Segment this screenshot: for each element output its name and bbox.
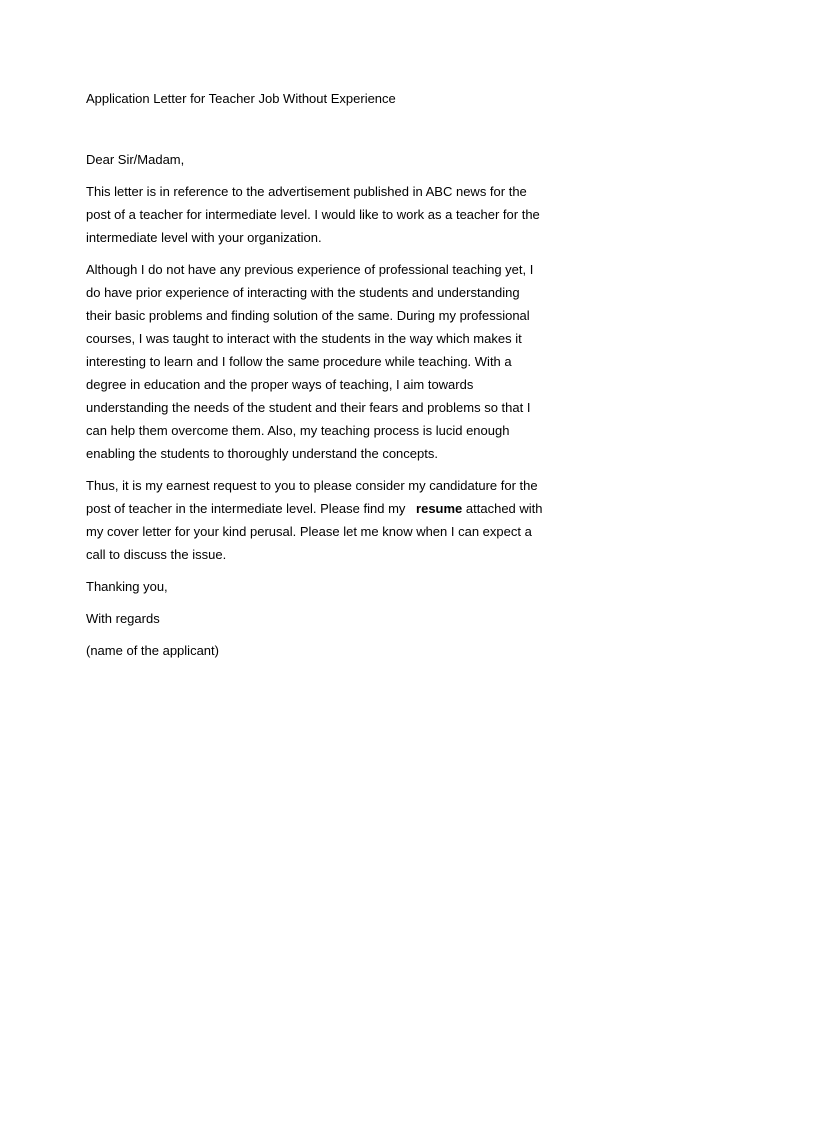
letter-line-text: post of teacher in the intermediate level. Please find my <box>86 501 406 516</box>
letter-line: interesting to learn and I follow the same procedure while teaching. With a <box>86 354 512 369</box>
letter-line: courses, I was taught to interact with the students in the way which makes it <box>86 331 522 346</box>
paragraph-request <box>86 474 753 566</box>
letter-line: degree in education and the proper ways of teaching, I aim towards <box>86 377 474 392</box>
closing-regards: With regards <box>86 611 160 626</box>
salutation: Dear Sir/Madam, <box>86 152 185 167</box>
paragraph-introduction <box>86 180 753 249</box>
letter-line: enabling the students to thoroughly understand the concepts. <box>86 446 438 461</box>
paragraph-experience <box>86 258 753 465</box>
resume-bold-word: resume <box>416 501 463 516</box>
letter-title: Application Letter for Teacher Job Without Experience <box>86 91 396 106</box>
letter-line: my cover letter for your kind perusal. Please let me know when I can expect a <box>86 524 532 539</box>
letter-line: This letter is in reference to the advertisement published in ABC news for the <box>86 184 527 199</box>
letter-line: do have prior experience of interacting with the students and understanding <box>86 285 520 300</box>
letter-line: understanding the needs of the student and their fears and problems so that I <box>86 400 531 415</box>
letter-line: can help them overcome them. Also, my teaching process is lucid enough <box>86 423 510 438</box>
letter-line: call to discuss the issue. <box>86 547 227 562</box>
letter-line: Thus, it is my earnest request to you to please consider my candidature for the <box>86 478 538 493</box>
letter-line: Although I do not have any previous experience of professional teaching yet, I <box>86 262 534 277</box>
closing-thanks: Thanking you, <box>86 579 168 594</box>
letter-line: their basic problems and finding solution of the same. During my professional <box>86 308 530 323</box>
letter-line: intermediate level with your organization. <box>86 230 322 245</box>
letter-line <box>86 497 753 520</box>
signature-placeholder: (name of the applicant) <box>86 643 219 658</box>
letter-line-text: attached with <box>465 501 543 516</box>
letter-line: post of a teacher for intermediate level. I would like to work as a teacher for the <box>86 207 540 222</box>
